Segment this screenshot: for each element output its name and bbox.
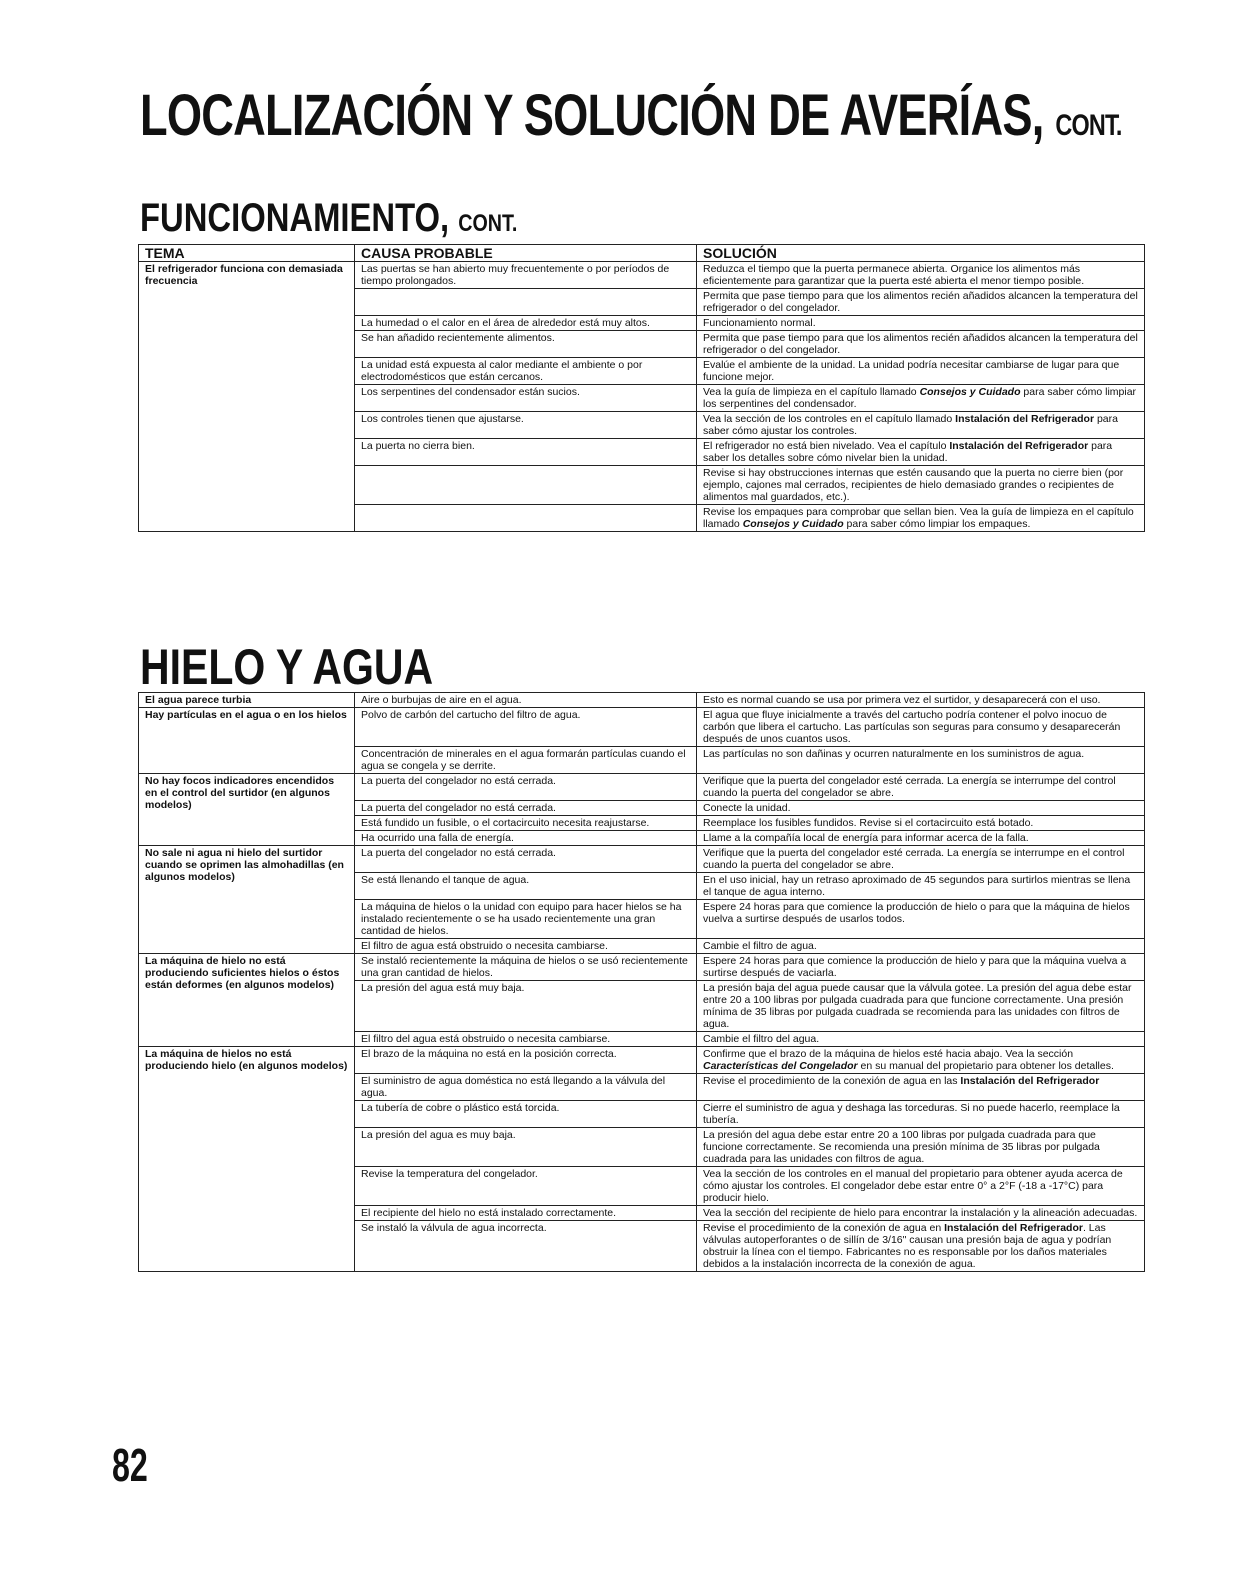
page-title-text: LOCALIZACIÓN Y SOLUCIÓN DE AVERÍAS, [140,83,1044,148]
cell-causa: Los controles tienen que ajustarse. [355,412,697,439]
cell-causa: El filtro de agua está obstruido o necesita cambiarse. [355,939,697,954]
cell-solucion [697,1074,1145,1101]
cell-causa [355,466,697,505]
cell-solucion: Permita que pase tiempo para que los alimentos recién añadidos alcancen la temperatura del refrigerador o del congelador. [697,331,1145,358]
solucion-text: Vea la guía de limpieza en el capítulo llamado [703,386,920,398]
cell-tema: La máquina de hielo no está produciendo suficientes hielos o éstos están deformes (en algunos modelos) [139,954,355,1047]
cell-causa: La puerta del congelador no está cerrada. [355,801,697,816]
page-title [140,82,1122,149]
solucion-reference-italic: Consejos y Cuidado [742,518,844,530]
table-row [139,846,1145,873]
cell-solucion: Espere 24 horas para que comience la producción de hielo y para que la máquina vuelva a surtirse después de vaciarla. [697,954,1145,981]
cell-causa: El brazo de la máquina no está en la posición correcta. [355,1047,697,1074]
solucion-text: Revise los empaques para comprobar que sellan bien. Vea la guía de limpieza en el capítulo llamado [703,506,1134,530]
cell-causa: La presión del agua es muy baja. [355,1128,697,1167]
solucion-text: para saber cómo limpiar los empaques. [843,518,1031,530]
cell-causa [355,289,697,316]
cell-causa: Polvo de carbón del cartucho del filtro de agua. [355,708,697,747]
cell-causa: Se instaló la válvula de agua incorrecta. [355,1221,697,1272]
cell-solucion: Reemplace los fusibles fundidos. Revise si el cortacircuito está botado. [697,816,1145,831]
cell-causa: La tubería de cobre o plástico está torcida. [355,1101,697,1128]
table-row [139,693,1145,708]
cell-solucion [697,505,1145,532]
table-row [139,954,1145,981]
cell-solucion: Cierre el suministro de agua y deshaga las torceduras. Si no puede hacerlo, reemplace la tubería. [697,1101,1145,1128]
cell-causa: Se han añadido recientemente alimentos. [355,331,697,358]
cell-causa: La humedad o el calor en el área de alrededor está muy altos. [355,316,697,331]
solucion-text: El refrigerador no está bien nivelado. Vea el capítulo [703,440,950,452]
troubleshooting-table-funcionamiento [138,244,1145,532]
header-causa: CAUSA PROBABLE [355,245,697,262]
cell-solucion: Cambie el filtro de agua. [697,939,1145,954]
solucion-reference-bold: Instalación del Refrigerador [955,413,1095,425]
cell-causa: Concentración de minerales en el agua formarán partículas cuando el agua se congela y se derrite. [355,747,697,774]
solucion-reference-italic: Características del Congelador [703,1060,858,1072]
cell-solucion: Verifique que la puerta del congelador esté cerrada. La energía se interrumpe en el control cuando la puerta del congelador se abre. [697,846,1145,873]
cell-solucion: Conecte la unidad. [697,801,1145,816]
page-number: 82 [112,1439,148,1491]
cell-solucion: Cambie el filtro del agua. [697,1032,1145,1047]
header-solucion: SOLUCIÓN [697,245,1145,262]
cell-solucion: Esto es normal cuando se usa por primera vez el surtidor, y desaparecerá con el uso. [697,693,1145,708]
solucion-text: Revise el procedimiento de la conexión de agua en las [703,1075,961,1087]
table-header-row [139,245,1145,262]
solucion-text: en su manual del propietario para obtener los detalles. [857,1060,1114,1072]
cell-causa: Aire o burbujas de aire en el agua. [355,693,697,708]
cell-solucion: Las partículas no son dañinas y ocurren naturalmente en los suministros de agua. [697,747,1145,774]
cell-solucion: Permita que pase tiempo para que los alimentos recién añadidos alcancen la temperatura del refrigerador o del congelador. [697,289,1145,316]
section-title-text: FUNCIONAMIENTO, [140,196,450,240]
cell-causa: El recipiente del hielo no está instalado correctamente. [355,1206,697,1221]
solucion-reference-bold: Instalación del Refrigerador [960,1075,1100,1087]
cell-solucion: Espere 24 horas para que comience la producción de hielo o para que la máquina de hielos vuelva a surtirse después de usarlos todos. [697,900,1145,939]
cell-causa: Ha ocurrido una falla de energía. [355,831,697,846]
cell-solucion: Vea la sección del recipiente de hielo para encontrar la instalación y la alineación adecuadas. [697,1206,1145,1221]
cell-tema: El agua parece turbia [139,693,355,708]
table-body [139,693,1145,1272]
solucion-reference-bold: Instalación del Refrigerador [944,1222,1083,1234]
solucion-text: . Las válvulas autoperforantes o de sillín de 3/16" causan una presión baja de agua y podrían obstruir la línea con el tiempo. Fabricantes no es responsable por los daños materiales debidos a la instalación incorrecta de la conexión de agua. [703,1222,1112,1270]
troubleshooting-table-hielo-agua [138,692,1145,1272]
page-title-cont: CONT. [1055,109,1122,142]
cell-causa: La máquina de hielos o la unidad con equipo para hacer hielos se ha instalado recientemente o se ha usado recientemente una gran cantidad de hielos. [355,900,697,939]
cell-solucion: Verifique que la puerta del congelador esté cerrada. La energía se interrumpe del control cuando la puerta del congelador se abre. [697,774,1145,801]
cell-solucion: En el uso inicial, hay un retraso aproximado de 45 segundos para surtirlos mientras se llena el tanque de agua interno. [697,873,1145,900]
table-row [139,1047,1145,1074]
cell-causa: Se está llenando el tanque de agua. [355,873,697,900]
section-title-cont: CONT. [458,210,518,237]
cell-solucion [697,439,1145,466]
cell-solucion [697,385,1145,412]
cell-tema: El refrigerador funciona con demasiada frecuencia [139,262,355,532]
solucion-reference-bold: Instalación del Refrigerador [949,440,1089,452]
section-title-hielo-y-agua: HIELO Y AGUA [140,639,434,695]
cell-solucion: Vea la sección de los controles en el manual del propietario para obtener ayuda acerca de cómo ajustar los controles. El congelador debe estar entre 0° a 2°F (-18 a -17°C) para producir hielo. [697,1167,1145,1206]
cell-tema: No hay focos indicadores encendidos en el control del surtidor (en algunos modelos) [139,774,355,846]
cell-solucion: Reduzca el tiempo que la puerta permanece abierta. Organice los alimentos más eficientemente para garantizar que la puerta esté abierta el menor tiempo posible. [697,262,1145,289]
table-body [139,262,1145,532]
cell-causa: Revise la temperatura del congelador. [355,1167,697,1206]
solucion-text: Confirme que el brazo de la máquina de hielos esté hacia abajo. Vea la sección [703,1048,1074,1060]
cell-solucion: Funcionamiento normal. [697,316,1145,331]
cell-tema: La máquina de hielos no está produciendo hielo (en algunos modelos) [139,1047,355,1272]
cell-solucion: La presión del agua debe estar entre 20 a 100 libras por pulgada cuadrada para que funcione correctamente. Se recomienda una presión mínima de 35 libras por pulgada cuadrada para las unidades con filtros de agua. [697,1128,1145,1167]
cell-causa: Los serpentines del condensador están sucios. [355,385,697,412]
cell-solucion: Revise si hay obstrucciones internas que estén causando que la puerta no cierre bien (por ejemplo, cajones mal cerrados, recipientes de hielo demasiado grandes o recipientes de alimentos mal guardados, etc.). [697,466,1145,505]
cell-solucion [697,412,1145,439]
cell-causa: El filtro del agua está obstruido o necesita cambiarse. [355,1032,697,1047]
cell-solucion [697,1047,1145,1074]
cell-causa: El suministro de agua doméstica no está llegando a la válvula del agua. [355,1074,697,1101]
cell-causa [355,505,697,532]
solucion-text: Revise el procedimiento de la conexión de agua en [703,1222,945,1234]
solucion-text: para saber cómo ajustar los controles. [703,413,1118,437]
cell-tema: Hay partículas en el agua o en los hielos [139,708,355,774]
cell-solucion [697,1221,1145,1272]
cell-solucion: El agua que fluye inicialmente a través del cartucho podría contener el polvo inocuo de carbón que libera el cartucho. Las partículas son seguras para consumo y desaparecerán después de unos cuantos usos. [697,708,1145,747]
section-title-funcionamiento [140,196,517,241]
table-row [139,262,1145,289]
cell-causa: Las puertas se han abierto muy frecuentemente o por períodos de tiempo prolongados. [355,262,697,289]
table-row [139,708,1145,747]
cell-causa: Está fundido un fusible, o el cortacircuito necesita reajustarse. [355,816,697,831]
cell-causa: Se instaló recientemente la máquina de hielos o se usó recientemente una gran cantidad de hielos. [355,954,697,981]
cell-causa: La presión del agua está muy baja. [355,981,697,1032]
cell-causa: La puerta del congelador no está cerrada. [355,774,697,801]
solucion-text: para saber cómo limpiar los serpentines del condensador. [703,386,1137,410]
table-row [139,774,1145,801]
cell-solucion: La presión baja del agua puede causar que la válvula gotee. La presión del agua debe estar entre 20 a 100 libras por pulgada cuadrada para que funcione correctamente. Una presión mínima de 35 libras por pulgada cuadrada se recomienda para las unidades con filtros de agua. [697,981,1145,1032]
cell-tema: No sale ni agua ni hielo del surtidor cuando se oprimen las almohadillas (en algunos modelos) [139,846,355,954]
solucion-text: para saber los detalles sobre cómo nivelar bien la unidad. [703,440,1113,464]
cell-solucion: Evalúe el ambiente de la unidad. La unidad podría necesitar cambiarse de lugar para que funcione mejor. [697,358,1145,385]
header-tema: TEMA [139,245,355,262]
cell-solucion: Llame a la compañía local de energía para informar acerca de la falla. [697,831,1145,846]
cell-causa: La unidad está expuesta al calor mediante el ambiente o por electrodomésticos que están cercanos. [355,358,697,385]
solucion-reference-italic: Consejos y Cuidado [919,386,1021,398]
solucion-text: Vea la sección de los controles en el capítulo llamado [703,413,956,425]
cell-causa: La puerta no cierra bien. [355,439,697,466]
cell-causa: La puerta del congelador no está cerrada. [355,846,697,873]
